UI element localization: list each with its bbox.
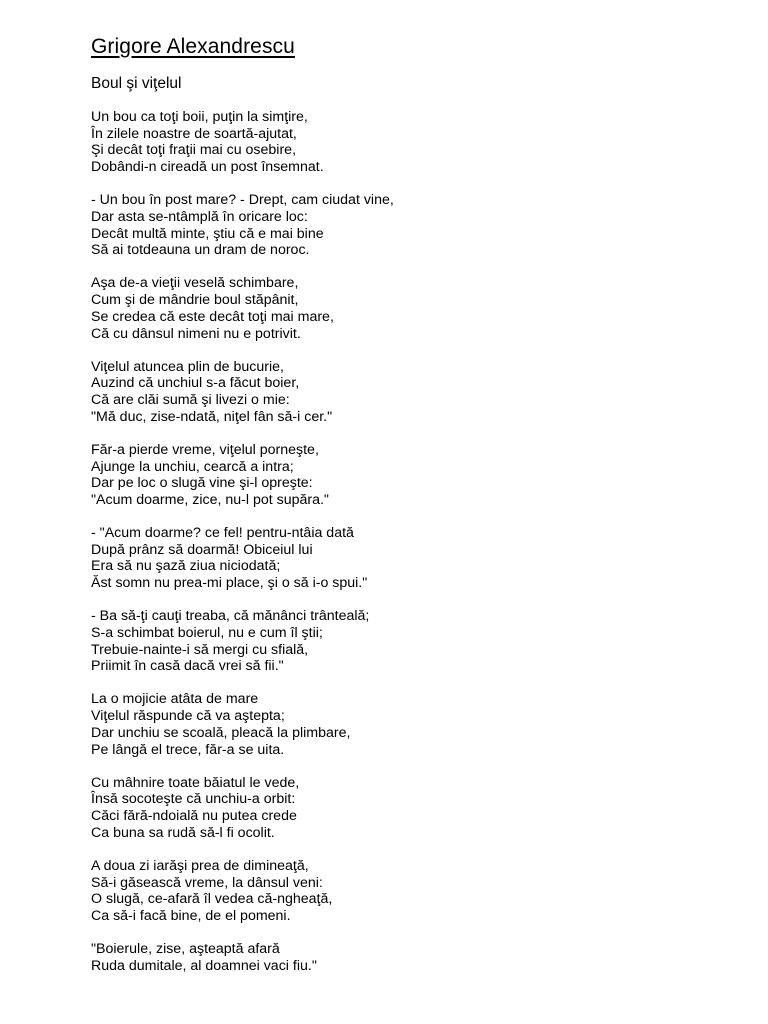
- poem-line: Că cu dânsul nimeni nu e potrivit.: [91, 325, 301, 342]
- poem-line: Un bou ca toţi boii, puţin la simţire,: [91, 109, 308, 125]
- poem-line: Dar unchiu se scoală, pleacă la plimbare,: [91, 724, 351, 741]
- stanza: [91, 858, 691, 925]
- author-heading: Grigore Alexandrescu: [91, 35, 295, 58]
- poem-line: Viţelul atuncea plin de bucurie,: [91, 358, 284, 375]
- poem-line: Dobândi-n cireadă un post însemnat.: [91, 159, 324, 176]
- poem-line: S-a schimbat boierul, nu e cum îl ştii;: [91, 624, 323, 641]
- poem-line: Viţelul răspunde că va aştepta;: [91, 708, 285, 725]
- poem-line: - "Acum doarme? ce fel! pentru-ntâia dată: [91, 525, 354, 542]
- poem-line: Ca să-i facă bine, de el pomeni.: [91, 907, 291, 924]
- poem-line: Ruda dumitale, al doamnei vaci fiu.": [91, 957, 317, 974]
- poem-line: Să ai totdeauna un dram de noroc.: [91, 242, 310, 259]
- poem-line: Cum şi de mândrie boul stăpânit,: [91, 292, 299, 309]
- stanza: [91, 608, 691, 675]
- poem-line: Decât multă minte, ştiu că e mai bine: [91, 225, 324, 242]
- poem-line: Însă socoteşte că unchiu-a orbit:: [91, 791, 296, 808]
- poem-line: Dar asta se-ntâmplă în oricare loc:: [91, 208, 308, 225]
- poem-line: Era să nu şază ziua niciodată;: [91, 558, 281, 575]
- stanza: [91, 442, 691, 509]
- stanza: [91, 275, 691, 342]
- poem-line: Şi decât toţi fraţii mai cu osebire,: [91, 142, 297, 159]
- poem-line: "Boierule, zise, aşteaptă afară: [91, 941, 280, 958]
- poem-line: În zilele noastre de soartă-ajutat,: [91, 125, 297, 142]
- poem-line: - Ba să-ţi cauţi treaba, că mănânci trânteală;: [91, 608, 370, 625]
- stanza: [91, 775, 691, 842]
- poem-line: - Un bou în post mare? - Drept, cam ciudat vine,: [91, 192, 394, 209]
- poem-line: Pe lângă el trece, făr-a se uita.: [91, 741, 285, 758]
- stanza: [91, 691, 691, 758]
- stanza: [91, 941, 691, 974]
- poem-line: Priimit în casă dacă vrei să fii.": [91, 658, 284, 675]
- stanza: [91, 109, 691, 176]
- poem-line: A doua zi iarăşi prea de dimineaţă,: [91, 857, 309, 874]
- poem-line: La o mojicie atâta de mare: [91, 691, 259, 708]
- poem-line: Ăst somn nu prea-mi place, şi o să i-o spui.": [91, 575, 368, 592]
- poem-line: O slugă, ce-afară îl vedea că-ngheaţă,: [91, 891, 333, 908]
- poem-line: Trebuie-nainte-i să mergi cu sfială,: [91, 641, 309, 658]
- document-page: [91, 34, 691, 991]
- poem-title: Boul şi viţelul: [91, 75, 182, 92]
- poem-line: Ca buna sa rudă să-l fi ocolit.: [91, 824, 275, 841]
- poem-body: [91, 109, 691, 974]
- poem-line: Să-i găsească vreme, la dânsul veni:: [91, 874, 323, 891]
- poem-line: Că are clăi sumă şi livezi o mie:: [91, 392, 290, 409]
- poem-line: Auzind că unchiul s-a făcut boier,: [91, 375, 300, 392]
- stanza: [91, 359, 691, 426]
- poem-line: "Mă duc, zise-ndată, niţel fân să-i cer.": [91, 408, 333, 425]
- poem-line: Se credea că este decât toţi mai mare,: [91, 308, 334, 325]
- poem-line: Dar pe loc o slugă vine şi-l opreşte:: [91, 475, 313, 492]
- poem-line: Aşa de-a vieţii veselă schimbare,: [91, 275, 299, 292]
- poem-line: "Acum doarme, zice, nu-l pot supăra.": [91, 491, 329, 508]
- poem-line: După prânz să doarmă! Obiceiul lui: [91, 541, 313, 558]
- stanza: [91, 192, 691, 259]
- stanza: [91, 525, 691, 592]
- poem-line: Cu mâhnire toate băiatul le vede,: [91, 774, 300, 791]
- poem-line: Căci fără-ndoială nu putea crede: [91, 808, 297, 825]
- poem-line: Ajunge la unchiu, cearcă a intra;: [91, 458, 294, 475]
- poem-line: Făr-a pierde vreme, viţelul porneşte,: [91, 441, 319, 458]
